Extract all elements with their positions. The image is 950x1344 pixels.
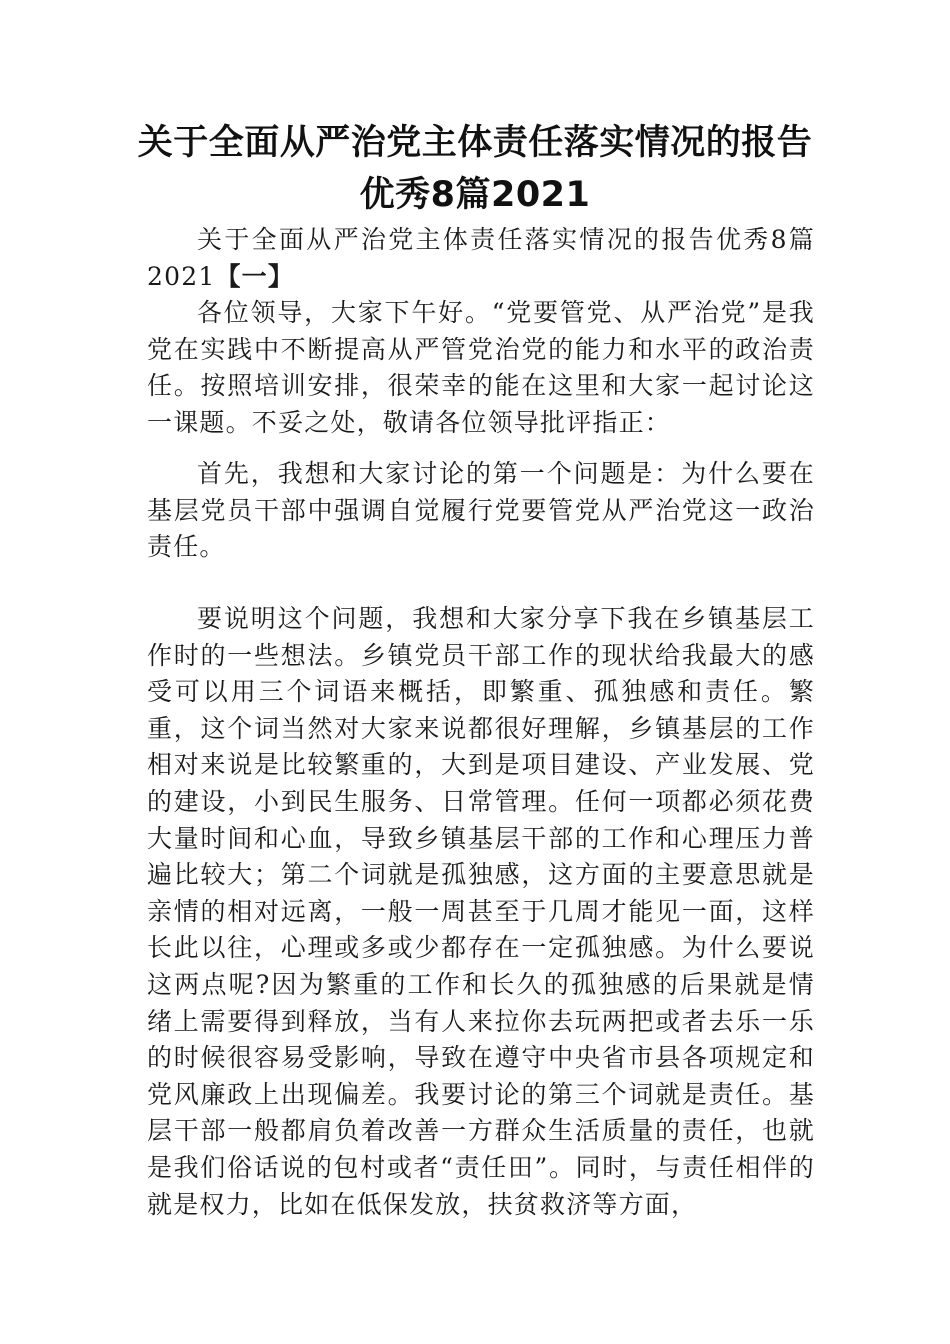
paragraph-greeting bbox=[147, 295, 815, 441]
document-title-line-1: 关于全面从严治党主体责任落实情况的报告 bbox=[137, 123, 813, 163]
document-title-line-2: 优秀8篇2021 bbox=[359, 175, 591, 215]
paragraph-text: 要说明这个问题，我想和大家分享下我在乡镇基层工作时的一些想法。乡镇党员干部工作的现状给我最大的感受可以用三个词语来概括，即繁重、孤独感和责任。繁重，这个词当然对大家来说都很好理解，乡镇基层的工作相对来说是比较繁重的，大到是项目建设、产业发展、党的建设，小到民生服务、日常管理。任何一项都必须花费大量时间和心血，导致乡镇基层干部的工作和心理压力普遍比较大；第二个词就是孤独感，这方面的主要意思就是亲情的相对远离，一般一周甚至于几周才能见一面，这样长此以往，心理或多或少都存在一定孤独感。为什么要说这两点呢?因为繁重的工作和长久的孤独感的后果就是情绪上需要得到释放，当有人来拉你去玩两把或者去乐一乐的时候很容易受影响，导致在遵守中央省市县各项规定和党风廉政上出现偏差。我要讨论的第三个词就是责任。基层干部一般都肩负着改善一方群众生活质量的责任，也就是我们俗话说的包村或者“责任田”。同时，与责任相伴的就是权力，比如在低保发放，扶贫救济等方面， bbox=[147, 604, 815, 1219]
paragraph-text: 首先，我想和大家讨论的第一个问题是：为什么要在基层党员干部中强调自觉履行党要管党从严治党这一政治责任。 bbox=[147, 459, 815, 562]
section-marker: 【一】 bbox=[215, 261, 295, 291]
intro-text: 关于全面从严治党主体责任落实情况的报告优秀8篇2021 bbox=[147, 225, 815, 291]
paragraph-text: 各位领导，大家下午好。“党要管党、从严治党”是我党在实践中不断提高从严管党治党的能力和水平的政治责任。按照培训安排，很荣幸的能在这里和大家一起讨论这一课题。不妥之处，敬请各位领导批评指正： bbox=[147, 298, 815, 437]
paragraph-explanation bbox=[147, 601, 815, 1223]
paragraph-first-question bbox=[147, 456, 815, 566]
intro-paragraph bbox=[147, 222, 815, 295]
